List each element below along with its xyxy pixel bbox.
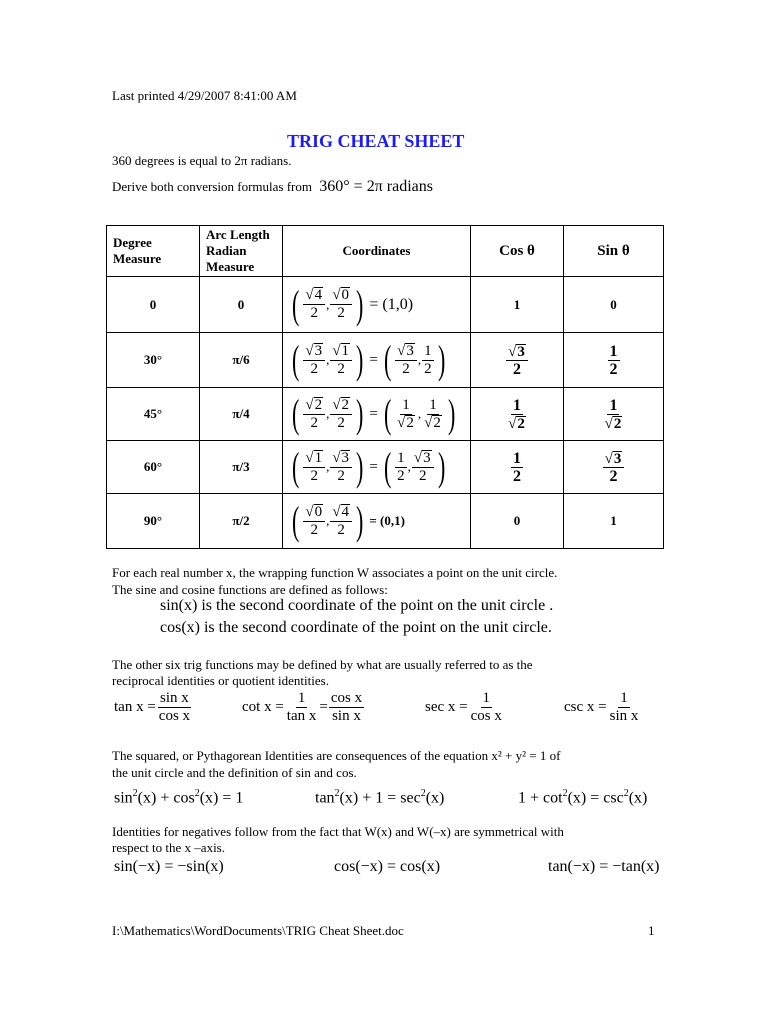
- row-coordinates: ( √ 4 2 , √ 0 2 ) = (1,0): [283, 277, 471, 333]
- negatives-line-2: respect to the x –axis.: [112, 840, 225, 855]
- sin-definition: sin(x) is the second coordinate of the point on the unit circle .: [160, 597, 554, 614]
- trig-table: [106, 225, 664, 549]
- pythagorean-line-2: the unit circle and the definition of sin and cos.: [112, 765, 357, 780]
- row-sin: √ 3 2: [564, 441, 664, 494]
- row-radian: π/2: [200, 494, 283, 549]
- row-degree: 60°: [107, 441, 200, 494]
- footer-path: I:\Mathematics\WordDocuments\TRIG Cheat Sheet.doc: [112, 923, 404, 938]
- row-coordinates: ( √ 3 2 , √ 1 2 ) = ( √ 3 2 , $\frac{1}{2}$ ): [283, 333, 471, 388]
- header-arc-length: Arc Length Radian Measure: [200, 226, 283, 277]
- intro-line-2-text: Derive both conversion formulas from: [112, 179, 313, 194]
- cos-negative-identity: cos(−x) = cos(x): [334, 858, 441, 875]
- negatives-line-1: Identities for negatives follow from the fact that W(x) and W(–x) are symmetrical with: [112, 824, 564, 839]
- row-coordinates: ( √ 0 2 , √ 4 2 ) = (0,1): [283, 494, 471, 549]
- row-cos: 1 √ 2: [471, 388, 564, 441]
- pythag-identity-1: $\sin^2(x) + \cos^2(x) = 1$: [114, 788, 244, 807]
- row-cos: √ 3 2: [471, 333, 564, 388]
- row-cos: $\frac{1}{2}$: [471, 441, 564, 494]
- row-cos: 1: [471, 277, 564, 333]
- last-printed: Last printed 4/29/2007 8:41:00 AM: [112, 88, 297, 103]
- row-sin: $\frac{1}{2}$: [564, 333, 664, 388]
- row-radian: π/6: [200, 333, 283, 388]
- cos-definition: cos(x) is the second coordinate of the point on the unit circle.: [160, 619, 552, 636]
- conversion-formula: 360° = 2π radians: [319, 178, 433, 195]
- row-degree: 30°: [107, 333, 200, 388]
- row-radian: 0: [200, 277, 283, 333]
- wrapping-line-2: The sine and cosine functions are defined as follows:: [112, 582, 388, 597]
- row-sin: 1 √ 2: [564, 388, 664, 441]
- reciprocal-line-2: reciprocal identities or quotient identities.: [112, 673, 329, 688]
- tan-identity: tan x = $\frac{\text{sin x}}{\text{cos x}}$: [114, 690, 191, 724]
- row-sin: 1: [564, 494, 664, 549]
- row-degree: 45°: [107, 388, 200, 441]
- cot-identity: cot x = $\frac{1}{\text{tan x}}$ = $\frac{\text{cos x}}{\text{sin x}}$: [242, 690, 363, 724]
- row-coordinates: ( √ 2 2 , √ 2 2 ) = ( 1 √ 2 , 1 √ 2 ): [283, 388, 471, 441]
- page-number: 1: [648, 923, 655, 938]
- row-cos: 0: [471, 494, 564, 549]
- row-radian: π/3: [200, 441, 283, 494]
- table-row: [107, 441, 664, 494]
- sec-identity: sec x = $\frac{1}{\text{cos x}}$: [425, 690, 502, 724]
- table-row: [107, 333, 664, 388]
- header-degree: Degree Measure: [107, 226, 200, 277]
- header-sin: Sin θ: [564, 226, 664, 277]
- page-title: TRIG CHEAT SHEET: [287, 131, 465, 151]
- pythag-identity-2: $\tan^2(x) + 1 = \sec^2(x)$: [315, 788, 445, 807]
- row-sin: 0: [564, 277, 664, 333]
- intro-line-1: 360 degrees is equal to 2π radians.: [112, 153, 292, 168]
- table-row: [107, 388, 664, 441]
- tan-negative-identity: tan(−x) = −tan(x): [548, 858, 660, 875]
- wrapping-line-1: For each real number x, the wrapping function W associates a point on the unit circle.: [112, 565, 558, 580]
- intro-line-2: [112, 178, 433, 196]
- pythag-identity-3: $1 + \cot^2(x) = \csc^2(x)$: [518, 788, 648, 807]
- sin-negative-identity: sin(−x) = −sin(x): [114, 858, 224, 875]
- table-row: [107, 494, 664, 549]
- table-row: [107, 277, 664, 333]
- row-degree: 0: [107, 277, 200, 333]
- table-header-row: [107, 226, 664, 277]
- reciprocal-line-1: The other six trig functions may be defined by what are usually referred to as the: [112, 657, 533, 672]
- row-degree: 90°: [107, 494, 200, 549]
- row-coordinates: ( √ 1 2 , √ 3 2 ) = ( $\frac{1}{2}$ , √ 3 2 ): [283, 441, 471, 494]
- csc-identity: csc x = $\frac{1}{\text{sin x}}$: [564, 690, 639, 724]
- row-radian: π/4: [200, 388, 283, 441]
- header-coordinates: Coordinates: [283, 226, 471, 277]
- header-cos: Cos θ: [471, 226, 564, 277]
- pythagorean-line-1: The squared, or Pythagorean Identities are consequences of the equation x² + y² = 1 of: [112, 748, 561, 763]
